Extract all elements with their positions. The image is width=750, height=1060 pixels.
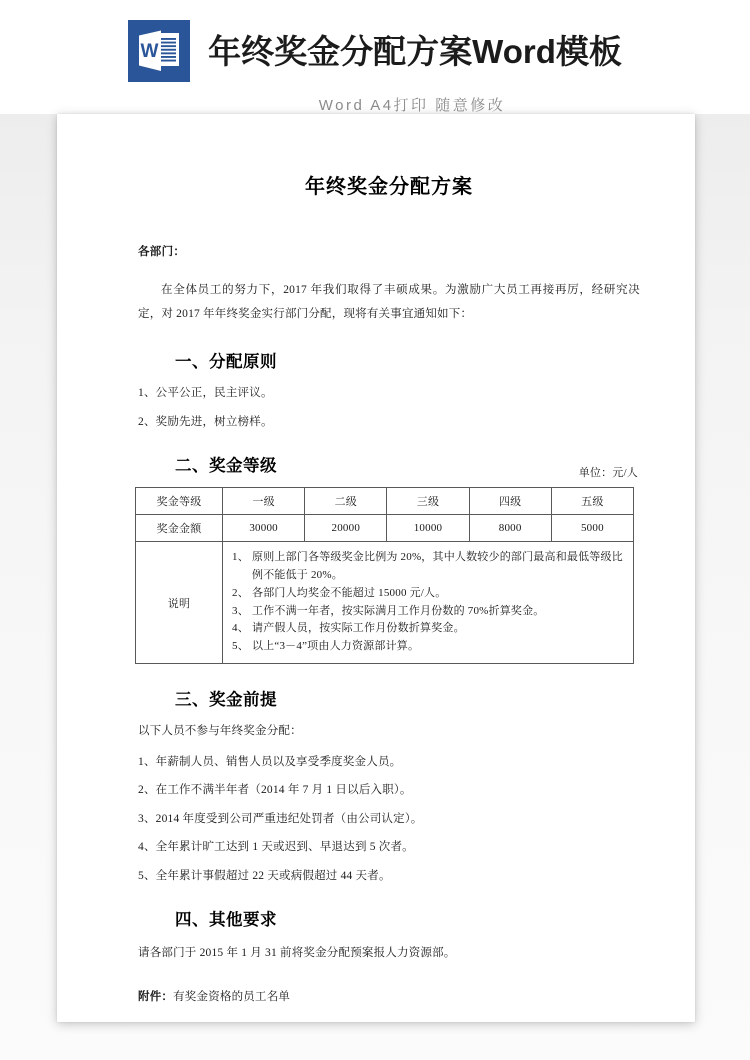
document-title: 年终奖金分配方案 <box>305 176 473 198</box>
list-item: 3、2014 年度受到公司严重违纪处罚者（由公司认定）。 <box>138 812 423 825</box>
table-row <box>136 488 634 515</box>
list-item: 4、全年累计旷工达到 1 天或迟到、早退达到 5 次者。 <box>138 841 414 854</box>
list-item: 1、年薪制人员、销售人员以及享受季度奖金人员。 <box>138 755 402 768</box>
word-logo-icon <box>128 20 190 82</box>
table-header-amount: 奖金金额 <box>136 515 223 542</box>
banner-row <box>128 20 622 82</box>
heading-section-4: 四、其他要求 <box>175 911 277 930</box>
table-cell-amount: 5000 <box>551 515 633 542</box>
table-cell-amount: 10000 <box>387 515 469 542</box>
note-number: 3、 <box>232 604 249 617</box>
attachment-label: 附件： <box>138 991 174 1004</box>
table-cell-grade: 五级 <box>551 488 633 515</box>
list-item: 5、全年累计事假超过 22 天或病假超过 44 天者。 <box>138 869 391 882</box>
table-note-line <box>232 620 627 638</box>
intro-paragraph: 在全体员工的努力下，2017 年我们取得了丰硕成果。为激励广大员工再接再厉，经研究决定，对 2017 年年终奖金实行部门分配，现将有关事宜通知如下： <box>138 284 640 320</box>
table-note-body <box>223 542 634 664</box>
note-text: 以上“3－4”项由人力资源部计算。 <box>252 640 420 653</box>
page-banner <box>0 0 750 114</box>
note-text: 请产假人员，按实际工作月份数折算奖金。 <box>252 622 465 635</box>
banner-subtitle: Word A4打印 随意修改 <box>318 97 506 114</box>
note-number: 2、 <box>232 586 249 599</box>
table-cell-amount: 30000 <box>223 515 305 542</box>
table-cell-grade: 三级 <box>387 488 469 515</box>
attachment-line <box>138 988 640 1004</box>
note-text: 工作不满一年者，按实际满月工作月份数的 70%折算奖金。 <box>252 604 545 617</box>
note-number: 5、 <box>232 640 249 653</box>
attachment-value: 有奖金资格的员工名单 <box>173 991 291 1004</box>
table-cell-amount: 20000 <box>305 515 387 542</box>
note-number: 1、 <box>232 551 249 564</box>
table-cell-grade: 一级 <box>223 488 305 515</box>
note-number: 4、 <box>232 622 249 635</box>
section-3-lead: 以下人员不参与年终奖金分配： <box>138 725 302 738</box>
table-row <box>136 515 634 542</box>
note-text: 原则上部门各等级奖金比例为 20%，其中人数较少的部门最高和最低等级比例不能低于 20%。 <box>252 551 623 581</box>
table-note-line <box>232 603 627 621</box>
heading-section-1: 一、分配原则 <box>175 353 277 372</box>
section-4-paragraph: 请各部门于 2015 年 1 月 31 前将奖金分配预案报人力资源部。 <box>138 947 456 960</box>
table-header-grade: 奖金等级 <box>136 488 223 515</box>
banner-title: 年终奖金分配方案Word模板 <box>208 32 622 70</box>
list-item: 2、在工作不满半年者（2014 年 7 月 1 日以后入职）。 <box>138 784 412 797</box>
document-page <box>57 114 695 1022</box>
heading-section-2: 二、奖金等级 <box>175 457 277 476</box>
table-unit-note: 单位：元/人 <box>578 467 638 480</box>
table-row <box>136 542 634 664</box>
document-content <box>138 170 640 1004</box>
table-cell-amount: 8000 <box>469 515 551 542</box>
table-note-line <box>232 549 627 585</box>
heading-section-3: 三、奖金前提 <box>175 691 277 710</box>
svg-text:W: W <box>140 41 159 62</box>
bonus-grade-table <box>135 487 634 664</box>
table-note-line <box>232 585 627 603</box>
list-item: 2、奖励先进，树立榜样。 <box>138 415 273 428</box>
salutation: 各部门： <box>138 246 186 258</box>
table-note-line <box>232 638 627 656</box>
table-note-label: 说明 <box>136 542 223 664</box>
table-cell-grade: 四级 <box>469 488 551 515</box>
table-cell-grade: 二级 <box>305 488 387 515</box>
list-item: 1、公平公正，民主评议。 <box>138 387 273 400</box>
word-document-glyph <box>137 29 181 73</box>
note-text: 各部门人均奖金不能超过 15000 元/人。 <box>252 586 447 599</box>
